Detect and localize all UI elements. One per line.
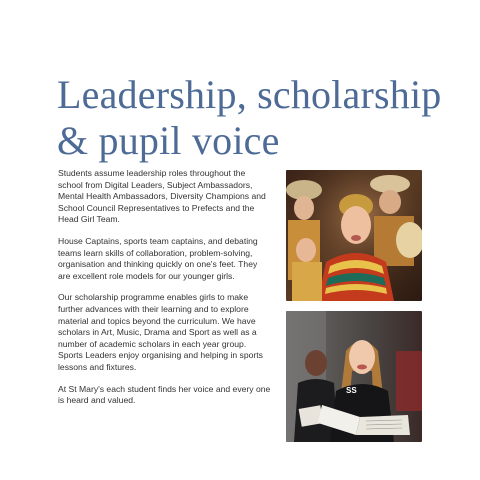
page-title-line-1: Leadership, scholarship [57, 72, 442, 117]
paragraph-leadership-roles: Students assume leadership roles throughout the school from Digital Leaders, Subject Ambassadors, Mental Health Ambassadors, Diversity Champions and School Council Representatives to Prefects and the Head Girl Team. [58, 168, 266, 225]
performance-photo [286, 170, 422, 301]
body-copy [58, 168, 272, 417]
choir-photo [286, 311, 422, 442]
page-title [57, 72, 457, 164]
paragraph-house-captains: House Captains, sports team captains, and debating teams learn skills of collaboration, problem-solving, organisation and thinking quickly on one's feet. They are excellent role models for our younger girls. [58, 235, 258, 281]
page-title-line-2: & pupil voice [57, 118, 280, 163]
paragraph-pupil-voice: At St Mary's each student finds her voice and every one is heard and valued. [58, 383, 271, 406]
shirt-lettering: SS [346, 386, 357, 395]
paragraph-scholarship: Our scholarship programme enables girls to make further advances with their learning and to explore material and topics beyond the curriculum. We have scholars in Art, Music, Drama and Sport as well as a number of academic scholars in each year group. Sports Leaders enjoy organising and helping in sports lessons and fixtures. [58, 292, 263, 372]
